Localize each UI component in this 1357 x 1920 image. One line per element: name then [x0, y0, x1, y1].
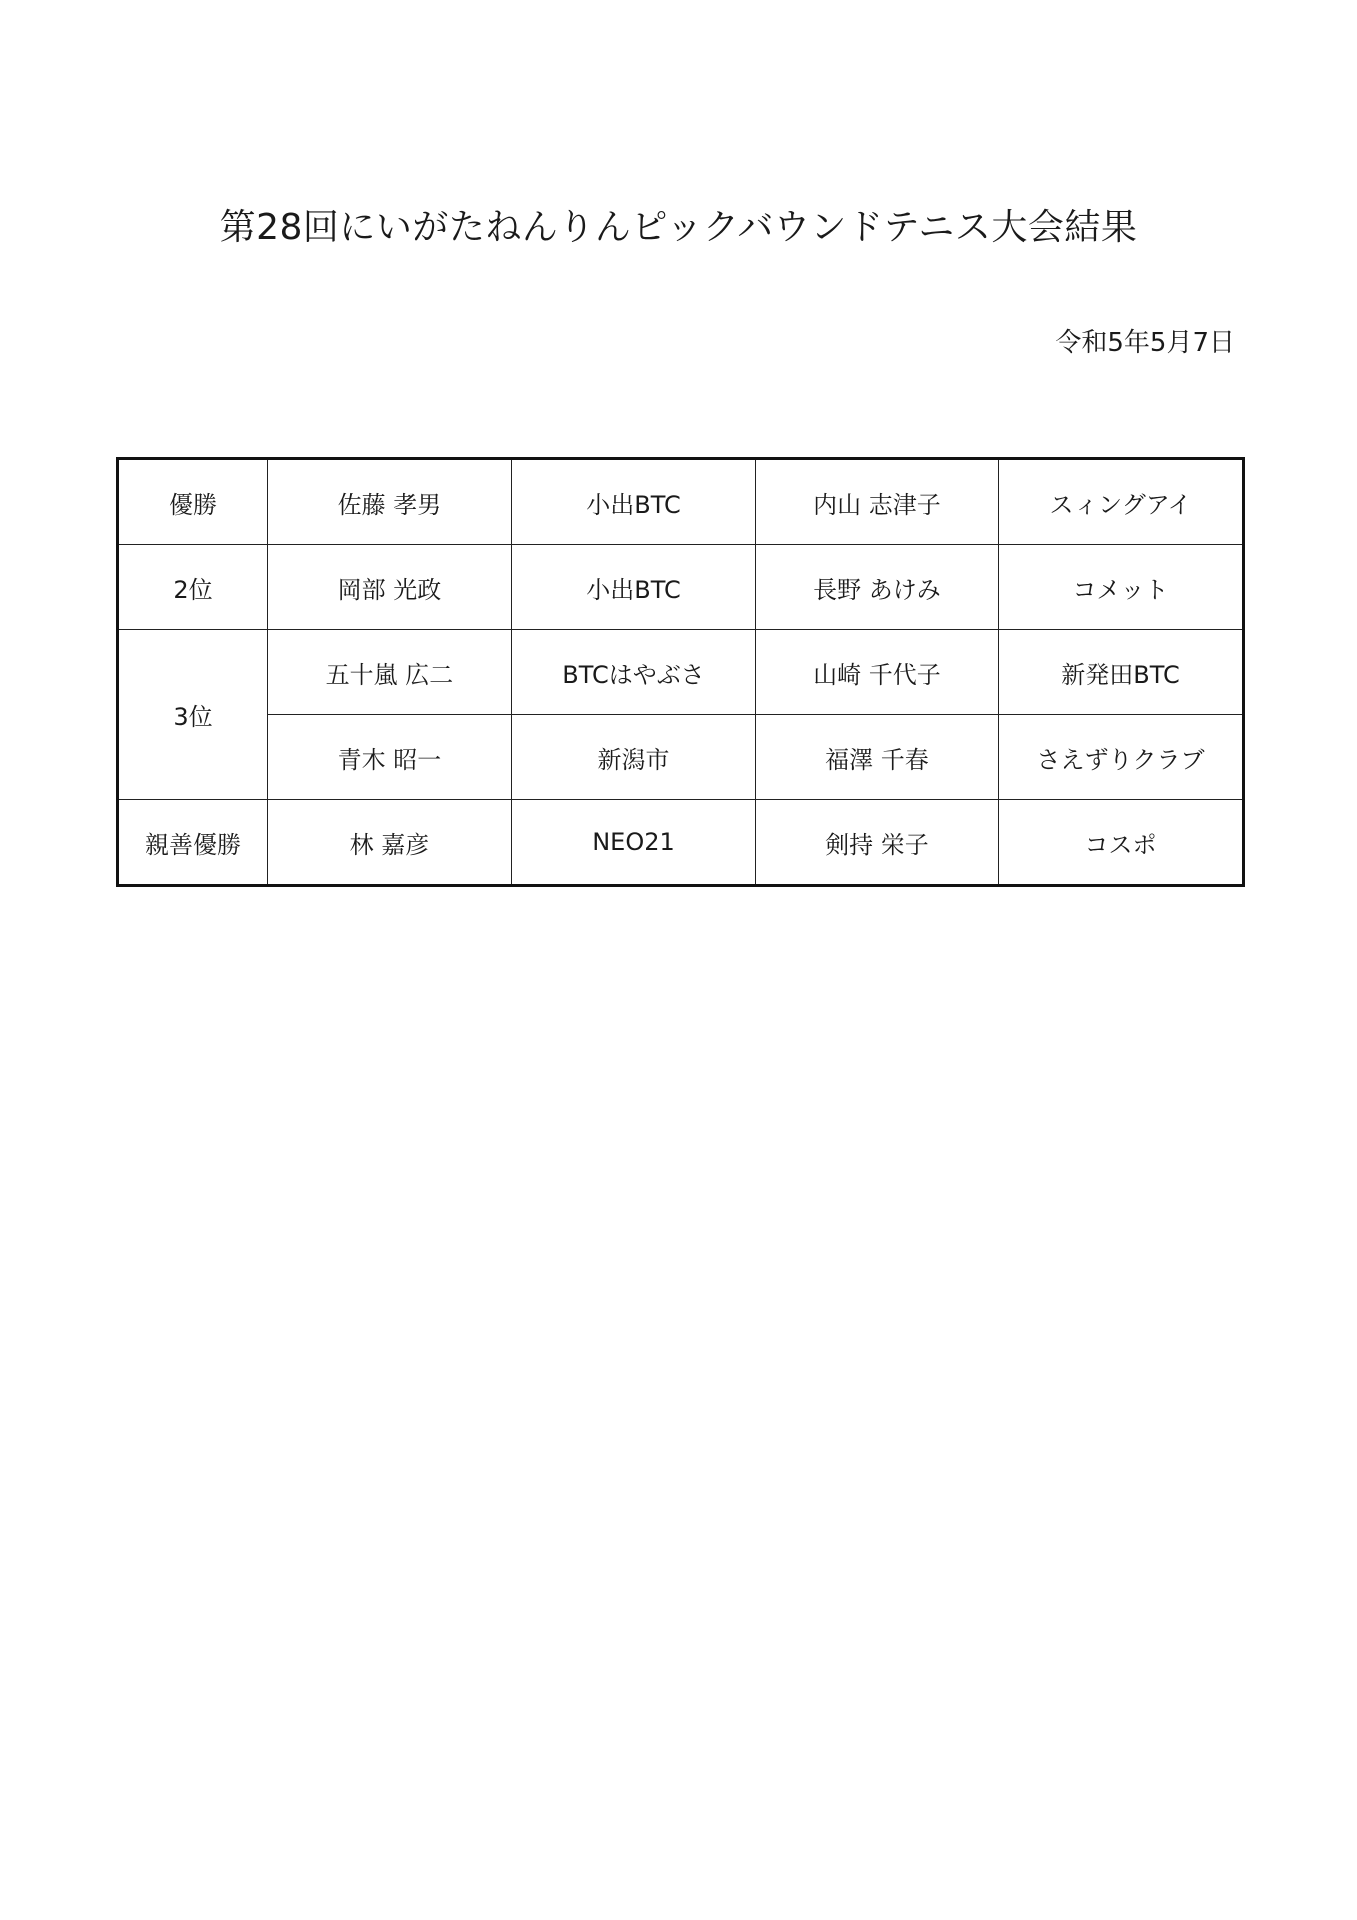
table-row-third-b: [118, 715, 1244, 800]
club-cell: コスポ: [999, 800, 1244, 886]
player-cell: 長野 あけみ: [756, 545, 999, 630]
table-row-third-a: [118, 630, 1244, 715]
club-cell: NEO21: [512, 800, 756, 886]
rank-cell: 優勝: [118, 459, 268, 545]
player-cell: 岡部 光政: [268, 545, 512, 630]
results-table: [116, 457, 1245, 887]
player-cell: 福澤 千春: [756, 715, 999, 800]
club-cell: スィングアイ: [999, 459, 1244, 545]
player-cell: 剣持 栄子: [756, 800, 999, 886]
rank-cell: 3位: [118, 630, 268, 800]
club-cell: さえずりクラブ: [999, 715, 1244, 800]
club-cell: 小出BTC: [512, 459, 756, 545]
document-date: 令和5年5月7日: [1055, 328, 1235, 358]
player-cell: 山崎 千代子: [756, 630, 999, 715]
player-cell: 五十嵐 広二: [268, 630, 512, 715]
player-cell: 佐藤 孝男: [268, 459, 512, 545]
club-cell: コメット: [999, 545, 1244, 630]
player-cell: 青木 昭一: [268, 715, 512, 800]
rank-cell: 2位: [118, 545, 268, 630]
rank-cell: 親善優勝: [118, 800, 268, 886]
table-row-friendship: [118, 800, 1244, 886]
document-title: 第28回にいがたねんりんピックバウンドテニス大会結果: [219, 207, 1138, 248]
player-cell: 内山 志津子: [756, 459, 999, 545]
player-cell: 林 嘉彦: [268, 800, 512, 886]
club-cell: BTCはやぶさ: [512, 630, 756, 715]
table-row-second: [118, 545, 1244, 630]
club-cell: 小出BTC: [512, 545, 756, 630]
club-cell: 新潟市: [512, 715, 756, 800]
club-cell: 新発田BTC: [999, 630, 1244, 715]
table-row-champion: [118, 459, 1244, 545]
